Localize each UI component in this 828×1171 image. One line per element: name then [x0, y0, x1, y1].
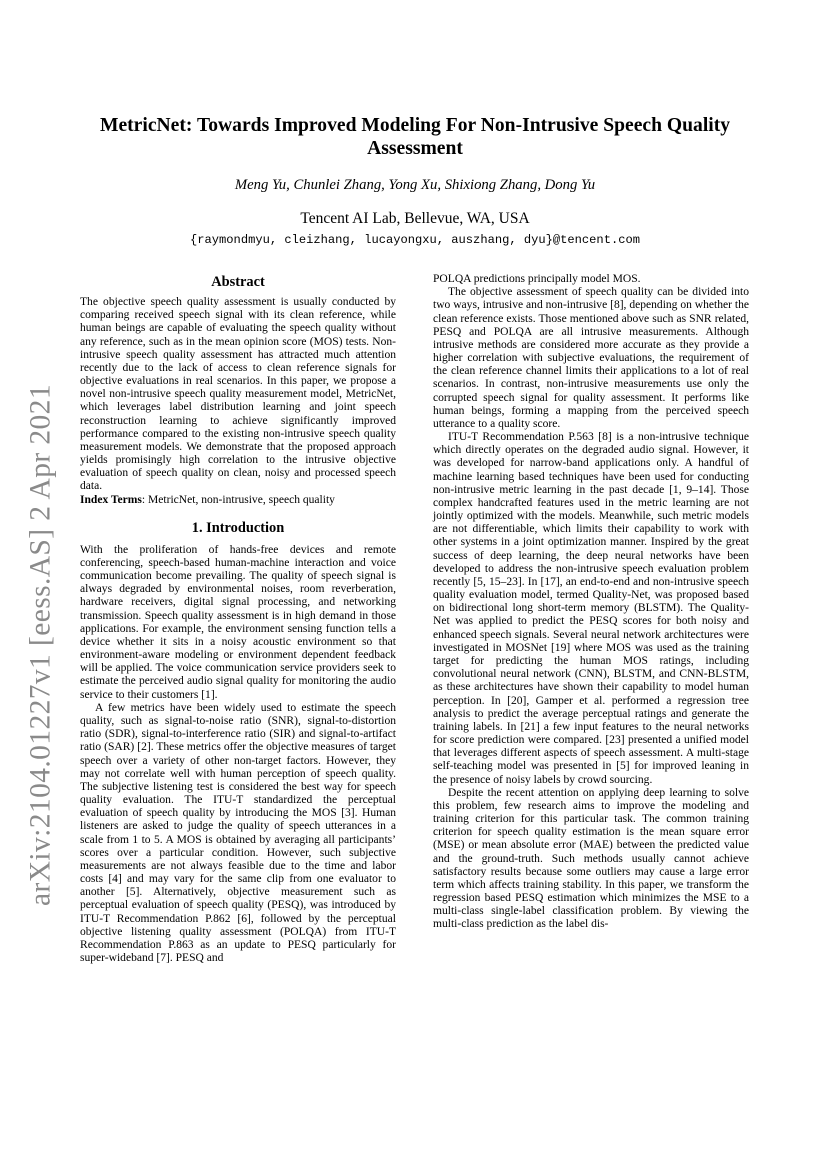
arxiv-sidebar: [21, 365, 61, 925]
right-column: [433, 273, 749, 932]
left-column: [80, 296, 396, 965]
index-terms-label: Index Terms: [80, 493, 142, 506]
intro-paragraph-5: Despite the recent attention on applying deep learning to solve this problem, few research aims to improve the modeling and training criterion for this particular task. The common training criterion for speech quality estimation is the mean square error (MSE) or mean absolute error (MAE) between the predicted value and the ground-truth. Such methods usually cannot achieve satisfactory results because some outliers may cause a large error term which affects training stability. In this paper, we transform the regression based PESQ estimation which minimizes the MSE to a multi-class single-label classification problem. By viewing the multi-class prediction as the label dis-: [433, 786, 749, 931]
intro-paragraph-1: With the proliferation of hands-free devices and remote conferencing, speech-based human-machine interaction and voice communication become prevailing. The quality of speech signal is always degraded by environmental noises, room reverberation, hardware receivers, digital signal processing, and networking transmission. Speech quality assessment is in high demand in those applications. For example, the environment sensing function tells a device whether it sits in a noisy acoustic environment so that environment-aware modeling or environment dependent feedback will be applied. The voice communication service providers seek to estimate the perceived audio signal quality for monitoring the audio service to their customers [1].: [80, 543, 396, 701]
title-line-2: Assessment: [367, 138, 463, 159]
section-heading-introduction: 1. Introduction: [191, 519, 285, 536]
index-terms-list: : MetricNet, non-intrusive, speech quality: [141, 493, 335, 506]
arxiv-id: arXiv:2104.01227v1 [eess.AS] 2 Apr 2021: [24, 384, 57, 906]
abstract-text: The objective speech quality assessment is usually conducted by comparing received speech signal with its clean reference, while human beings are capable of evaluating the speech quality without any reference, such as in the mean opinion score (MOS) tests. Non-intrusive speech quality assessment has attracted much attention recently due to the lack of access to clean reference signals for objective evaluations in real scenarios. In this paper, we propose a novel non-intrusive speech quality measurement model, MetricNet, which leverages label distribution learning and joint speech reconstruction learning to achieve significantly improved performance compared to the existing non-intrusive speech quality measurement models. We demonstrate that the proposed approach yields promisingly high correlation to the intrusive objective evaluation of speech quality on clean, noisy and processed speech data.: [80, 296, 396, 493]
intro-paragraph-3: The objective assessment of speech quality can be divided into two ways, intrusive and non-intrusive [8], depending on whether the clean reference exists. Those mentioned above such as SNR related, PESQ and POLQA are all intrusive measurements. Although intrusive methods are considered more accurate as they provide a higher correlation with subjective evaluations, the requirement of the clean reference channel limits their applications to a lot of real scenarios. In contrast, non-intrusive measurements use only the corrupted speech signal for quality assessment. It performs like human beings, forming a mapping from the perceived speech utterance to a quality score.: [433, 286, 749, 430]
author-list: Meng Yu, Chunlei Zhang, Yong Xu, Shixiong Zhang, Dong Yu: [234, 177, 596, 193]
intro-paragraph-4: ITU-T Recommendation P.563 [8] is a non-intrusive technique which directly operates on the degraded audio signal. However, it was developed for narrow-band applications only. A handful of machine learning based techniques have been used for conducting non-intrusive metric learning in the past decade [1, 9–14]. Those complex handcrafted features used in the metric learning are not jointly optimized with the models. Meanwhile, such metric models are not differentiable, which limits their capability to work with other systems in a joint optimization manner. Inspired by the great success of deep learning, the deep neural networks have been developed to address the non-intrusive speech evaluation problem recently [5, 15–23]. In [17], an end-to-end and non-intrusive speech quality evaluation model, termed Quality-Net, was proposed based on bidirectional long short-term memory (BLSTM). The Quality-Net was applied to predict the PESQ scores for both noisy and enhanced speech signals. Several neural network architectures were investigated in MOSNet [19] where MOS was used as the training target for predicting the human MOS ratings, including convolutional neural network (CNN), BLSTM, and CNN-BLSTM, as these architectures have shown their capability to model human perception. In [20], Gamper et al. performed a regression tree analysis to predict the average perceptual ratings and generate the training labels. In [21] a few input features to the neural networks for score prediction were compared. [23] presented a unified model that leverages different aspects of speech assessment. A multi-stage self-teaching model was presented in [5] for improved leaning in the presence of noisy labels by crowd sourcing.: [433, 431, 749, 786]
title-line-1: MetricNet: Towards Improved Modeling For Non-Intrusive Speech Quality: [99, 115, 731, 136]
index-terms: [80, 494, 396, 507]
intro-paragraph-2: A few metrics have been widely used to estimate the speech quality, such as signal-to-noise ratio (SNR), signal-to-distortion ratio (SDR), signal-to-interference ratio (SIR) and signal-to-artifact ratio (SAR) [2]. These metrics offer the objective measures of target speech over a variety of other non-target factors. However, they may not correlate well with human perception of speech quality. The subjective listening test is considered the best way for speech quality evaluation. The ITU-T standardized the perceptual evaluation of speech quality by introducing the MOS [3]. Human listeners are asked to judge the quality of speech utterances in a scale from 1 to 5. A MOS is obtained by averaging all participants’ scores over a particular condition. However, such subjective measurements are not always feasible due to the time and labor costs [4] and may vary for the same clip from one evaluator to another [5]. Alternatively, objective measurement such as perceptual evaluation of speech quality (PESQ), was introduced by ITU-T Recommendation P.862 [6], followed by the perceptual objective listening quality assessment (POLQA) from ITU-T Recommendation P.863 as an update to PESQ particularly for super-wideband [7]. PESQ and: [80, 701, 396, 965]
author-emails: {raymondmyu, cleizhang, lucayongxu, auszhang, dyu}@tencent.com: [190, 233, 640, 247]
paper-title: [70, 114, 760, 160]
abstract-heading: Abstract: [211, 274, 265, 290]
affiliation: Tencent AI Lab, Bellevue, WA, USA: [300, 210, 530, 227]
intro-paragraph-2-continued: POLQA predictions principally model MOS.: [433, 273, 641, 285]
